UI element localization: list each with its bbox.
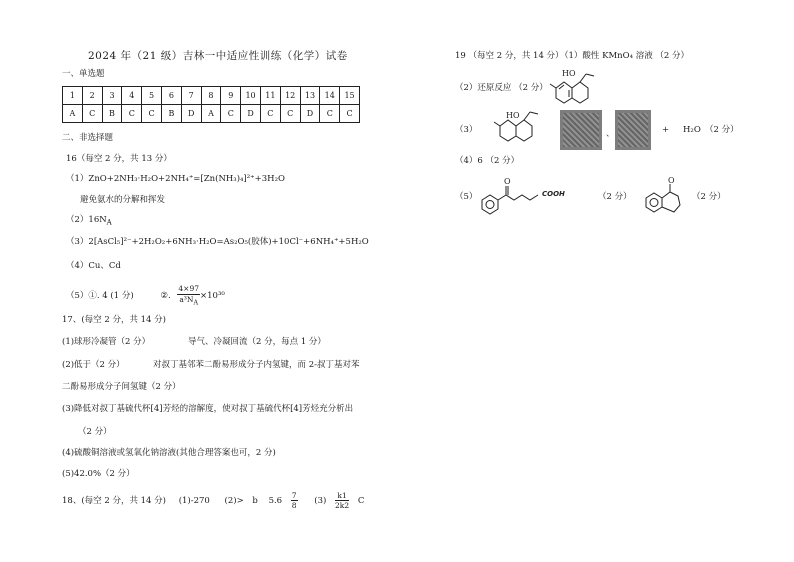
q18-part6: C — [357, 496, 365, 506]
answer-number-cell: 8 — [201, 87, 221, 105]
s2-ring-right — [516, 120, 532, 141]
answer-number-cell: 6 — [161, 87, 181, 105]
q18-f2-den: 2k2 — [335, 501, 350, 510]
answer-letter-cell: A — [201, 105, 221, 123]
answer-letter-cell: C — [340, 105, 360, 123]
q18-part5: (3) — [314, 496, 327, 506]
q18-part2: (2)> — [224, 496, 244, 506]
q16-line3: （3）2[AsCl₅]²⁻+2H₂O₂+6NH₃·H₂O=As₂O₅(胶体)+10Cl⁻+6NH₄⁺+5H₂O — [66, 237, 369, 247]
q16-frac-exp: ×10³⁰ — [200, 291, 225, 302]
q18-f2-num: k1 — [335, 492, 349, 502]
s4-o-label: O — [668, 176, 675, 185]
q16-frac-den-a: a³N — [179, 294, 194, 304]
answer-letter-cell: C — [82, 105, 102, 123]
q18-fraction1 — [291, 492, 298, 510]
q16-frac-den-sub: A — [193, 299, 198, 306]
s2-ethyl-2 — [530, 112, 538, 114]
q18-head: 18、(每空 2 分，共 14 分) — [62, 496, 166, 506]
s1-methyl — [550, 84, 556, 88]
q17-line4: (4)硫酸铜溶液或氢氧化钠溶液(其他合理答案也可，2 分) — [62, 448, 276, 458]
q16-line5a: （5）①. 4 (1 分) — [66, 291, 134, 302]
q19-separator: 、 — [606, 129, 615, 139]
q18-part1: (1)-270 — [178, 496, 210, 506]
answer-table-number-row — [63, 87, 360, 105]
q19-water: H₂O — [683, 125, 701, 135]
q19-line1: （1）酸性 KMnO₄ 溶液 （2 分） — [560, 51, 690, 61]
s4-benzene-ring — [646, 193, 662, 212]
q17-head: 17、(每空 2 分，共 14 分) — [62, 315, 166, 325]
answer-number-cell: 7 — [181, 87, 201, 105]
q19-structure-1 — [548, 66, 608, 108]
answer-letter-cell: B — [102, 105, 122, 123]
page-title: 2024 年（21 级）吉林一中适应性训练（化学）试卷 — [88, 50, 348, 62]
q19-line4: （4）6 （2 分） — [455, 156, 520, 166]
answer-letter-cell: D — [181, 105, 201, 123]
q18-f1-num: 7 — [291, 490, 297, 500]
answer-table — [62, 86, 360, 123]
answer-number-cell: 13 — [300, 87, 320, 105]
answer-number-cell: 3 — [102, 87, 122, 105]
answer-letter-cell: D — [241, 105, 261, 123]
q18-f1-den: 8 — [291, 501, 297, 510]
answer-number-cell: 1 — [63, 87, 83, 105]
q17-line3a: (3)降低对叔丁基硫代杯[4]芳烃的溶解度，使对叔丁基硫代杯[4]芳烃充分析出 — [62, 404, 354, 414]
q18-part4: 5.6 — [268, 496, 283, 506]
answer-number-cell: 5 — [142, 87, 162, 105]
q19-product-image-2 — [615, 110, 651, 150]
answer-number-cell: 2 — [82, 87, 102, 105]
answer-letter-cell: C — [280, 105, 300, 123]
answer-letter-cell: C — [221, 105, 241, 123]
answer-number-cell: 4 — [122, 87, 142, 105]
answer-letter-cell: C — [122, 105, 142, 123]
q17-line2c: 二酚易形成分子间氢键（2 分） — [62, 382, 181, 392]
s3-aromatic-circle — [486, 201, 494, 209]
q17-line1a: (1)球形冷凝管（2 分） — [62, 337, 151, 347]
q16-line2-text: （2）16N — [66, 215, 107, 225]
s4-seven-ring — [662, 192, 680, 212]
q19-structure-4 — [640, 176, 690, 220]
q16-line5 — [66, 285, 225, 306]
s1-ethyl-1 — [580, 74, 586, 82]
q19-structure-3 — [478, 176, 578, 216]
answer-letter-cell: A — [63, 105, 83, 123]
answer-number-cell: 11 — [260, 87, 280, 105]
q16-frac-den — [177, 295, 200, 307]
s4-aromatic-circle — [650, 199, 658, 207]
s1-ethyl-2 — [586, 74, 594, 76]
q19-line3: （3） — [455, 125, 478, 135]
q18-part3: b — [252, 496, 258, 506]
q17-line1b: 导气、冷凝回流（2 分，每点 1 分） — [188, 337, 326, 347]
answer-number-cell: 14 — [320, 87, 340, 105]
q16-line2-sub: A — [106, 217, 112, 227]
answer-number-cell: 9 — [221, 87, 241, 105]
answer-number-cell: 10 — [241, 87, 261, 105]
s3-bond-ring-co — [498, 195, 506, 200]
s3-cooh-label: COOH — [542, 190, 565, 198]
q16-line1: （1）ZnO+2NH₃·H₂O+2NH₄⁺=[Zn(NH₃)₄]²⁺+3H₂O — [66, 174, 285, 184]
q19-line2: （2）还原反应 （2 分） — [455, 83, 548, 93]
q19-line5: （5） — [455, 192, 478, 202]
q16-frac-num: 4×97 — [178, 284, 200, 293]
q19-head: 19 （每空 2 分，共 14 分） — [455, 51, 564, 61]
answer-number-cell: 15 — [340, 87, 360, 105]
q19-structure-2 — [492, 108, 552, 152]
q17-line5: (5)42.0%（2 分） — [62, 469, 135, 479]
s3-benzene-ring — [482, 195, 498, 214]
s2-ring-left — [500, 120, 516, 141]
answer-letter-cell: D — [300, 105, 320, 123]
s2-methyl — [494, 122, 500, 126]
q17-line2a: (2)低于（2 分） — [62, 360, 125, 370]
section-non-single-choice: 二、非选择题 — [62, 133, 114, 143]
q19-plus: + — [662, 125, 670, 135]
q19-line5-score1: （2 分） — [598, 192, 632, 202]
s2-ho-label: HO — [506, 111, 520, 120]
q19-line5-score2: （2 分） — [692, 192, 726, 202]
q16-line2 — [66, 216, 112, 227]
answer-letter-cell: C — [142, 105, 162, 123]
s2-ethyl-1 — [524, 112, 530, 120]
q17-line3b: （2 分） — [78, 427, 112, 437]
section-single-choice: 一、单选题 — [62, 69, 105, 79]
q18-fraction2 — [335, 492, 349, 510]
answer-letter-cell: C — [320, 105, 340, 123]
q18-line — [62, 490, 364, 512]
answer-letter-cell: B — [161, 105, 181, 123]
q16-head: 16（每空 2 分，共 13 分） — [66, 154, 172, 164]
answer-letter-cell: C — [260, 105, 280, 123]
q16-density-fraction — [177, 285, 200, 306]
s1-ho-label: HO — [562, 69, 576, 78]
q19-product-image-1 — [560, 110, 602, 150]
answer-table-answer-row — [63, 105, 360, 123]
q19-line3-score: （2 分） — [705, 125, 739, 135]
q16-line5b: ②. — [160, 291, 171, 302]
q17-line2b: 对叔丁基邻苯二酚易形成分子内氢键，而 2-叔丁基对苯 — [153, 360, 360, 370]
s3-chain — [506, 195, 538, 200]
q16-line4: （4）Cu、Cd — [66, 261, 121, 271]
answer-number-cell: 12 — [280, 87, 300, 105]
s1-cyclohexane-ring — [572, 82, 588, 103]
s3-o-label: O — [504, 177, 511, 186]
q16-line1b: 避免氨水的分解和挥发 — [80, 195, 166, 205]
